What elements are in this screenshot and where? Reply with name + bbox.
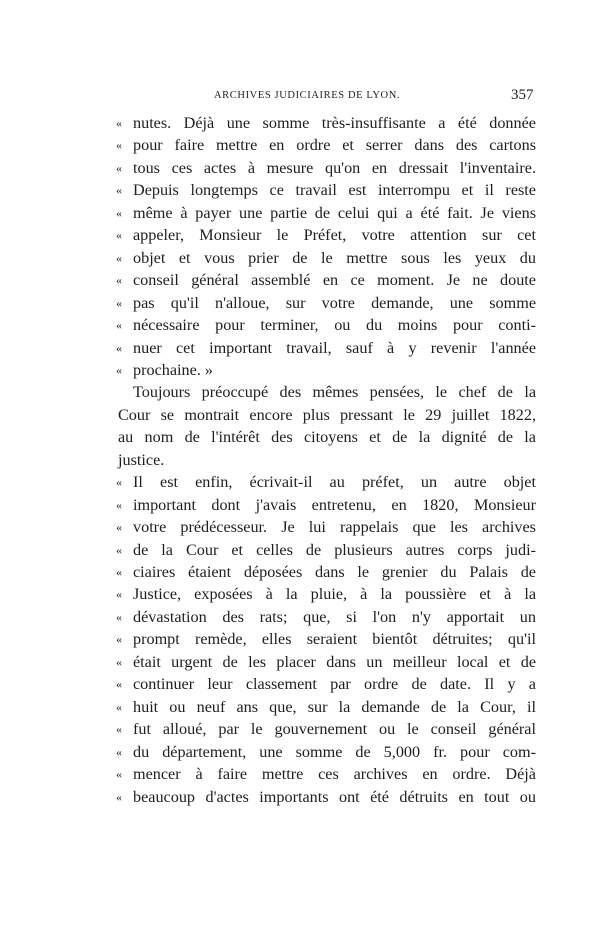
line-text: mencer à faire mettre ces archives en ordre. Déjà (133, 765, 536, 784)
line-text: dévastation des rats; que, si l'on n'y apportait un (133, 607, 536, 626)
line-text: Toujours préoccupé des mêmes pensées, le chef de la (133, 383, 536, 402)
quotation-mark: « (116, 160, 122, 175)
quotation-mark: « (116, 228, 122, 243)
line-text: justice. (118, 450, 165, 469)
text-line (0, 157, 600, 179)
text-line (0, 112, 600, 134)
quotation-mark: « (116, 699, 122, 714)
text-line (0, 426, 600, 448)
line-text: ciaires étaient déposées dans le grenier du Palais de (133, 563, 536, 581)
text-line (0, 269, 600, 291)
text-line (0, 606, 600, 628)
text-line (0, 494, 600, 516)
line-text: Il est enfin, écrivait-il au préfet, un autre objet (133, 473, 536, 492)
line-text: prompt remède, elles seraient bientôt détruites; qu'il (133, 630, 536, 649)
line-text: du département, une somme de 5,000 fr. pour com- (133, 742, 536, 761)
text-line (0, 741, 600, 763)
text-line (0, 381, 600, 403)
quotation-mark: « (116, 497, 122, 512)
text-line (0, 202, 600, 224)
text-line (0, 696, 600, 718)
line-text: de la Cour et celles de plusieurs autres corps judi- (133, 540, 536, 559)
text-line (0, 224, 600, 246)
quotation-mark: « (116, 587, 122, 602)
line-text: huit ou neuf ans que, sur la demande de la Cour, il (133, 697, 536, 716)
text-line (0, 539, 600, 561)
line-text: pas qu'il n'alloue, sur votre demande, une somme (133, 293, 536, 312)
text-line (0, 718, 600, 740)
text-line (0, 134, 600, 156)
quotation-mark: « (116, 250, 122, 265)
line-text: tous ces actes à mesure qu'on en dressait l'inventaire. (133, 158, 536, 177)
text-line (0, 628, 600, 650)
quotation-mark: « (116, 273, 122, 288)
line-text: même à payer une partie de celui qui a été fait. Je viens (133, 203, 536, 222)
line-text: nutes. Déjà une somme très-insuffisante a été donnée (133, 114, 536, 132)
quotation-mark: « (116, 677, 122, 692)
text-line (0, 337, 600, 359)
page-header (0, 88, 600, 106)
quotation-mark: « (116, 116, 122, 130)
line-text: au nom de l'intérêt des citoyens et de la dignité de la (118, 428, 536, 447)
line-text: Depuis longtemps ce travail est interrompu et il reste (133, 181, 536, 200)
line-text: beaucoup d'actes importants ont été détruits en tout ou (133, 787, 536, 806)
quotation-mark: « (116, 654, 122, 669)
quotation-mark: « (116, 475, 122, 490)
line-text: nuer cet important travail, sauf à y revenir l'année (133, 338, 536, 357)
quotation-mark: « (116, 722, 122, 737)
quotation-mark: « (116, 340, 122, 355)
line-text: continuer leur classement par ordre de date. Il y a (133, 675, 536, 694)
text-line (0, 359, 600, 381)
line-text: Cour se montrait encore plus pressant le 29 juillet 1822, (118, 405, 536, 424)
line-text: prochaine. » (133, 360, 214, 379)
text-line (0, 404, 600, 426)
text-line (0, 247, 600, 269)
quotation-mark: « (116, 542, 122, 557)
page-number: 357 (511, 87, 534, 103)
quotation-mark: « (116, 183, 122, 198)
line-text: Justice, exposées à la pluie, à la poussière et à la (133, 585, 536, 604)
line-text: votre prédécesseur. Je lui rappelais que les archives (133, 518, 536, 537)
text-line (0, 583, 600, 605)
quotation-mark: « (116, 138, 122, 153)
line-text: important dont j'avais entretenu, en 1820, Monsieur (133, 495, 536, 514)
line-text: était urgent de les placer dans un meilleur local et de (133, 652, 536, 671)
quotation-mark: « (116, 789, 122, 804)
quotation-mark: « (116, 609, 122, 624)
text-line (0, 673, 600, 695)
line-text: pour faire mettre en ordre et serrer dans des cartons (133, 136, 536, 155)
text-line (0, 561, 600, 583)
quotation-mark: « (116, 632, 122, 647)
quotation-mark: « (116, 767, 122, 782)
line-text: conseil général assemblé en ce moment. Je ne doute (133, 271, 536, 290)
text-line (0, 292, 600, 314)
quotation-mark: « (116, 205, 122, 220)
quotation-mark: « (116, 565, 122, 579)
text-line (0, 516, 600, 538)
quotation-mark: « (116, 318, 122, 333)
text-line (0, 179, 600, 201)
text-line (0, 763, 600, 785)
quotation-mark: « (116, 520, 122, 535)
line-text: fut alloué, par le gouvernement ou le conseil général (133, 720, 536, 739)
quotation-mark: « (116, 295, 122, 310)
line-text: appeler, Monsieur le Préfet, votre attention sur cet (133, 226, 536, 245)
running-title: ARCHIVES JUDICIAIRES DE LYON. (214, 90, 401, 101)
text-line (0, 786, 600, 808)
line-text: nécessaire pour terminer, ou du moins pour conti- (133, 316, 536, 335)
text-line (0, 471, 600, 493)
quotation-mark: « (116, 362, 122, 377)
text-line (0, 449, 600, 471)
text-line (0, 314, 600, 336)
quotation-mark: « (116, 744, 122, 759)
text-line (0, 651, 600, 673)
line-text: objet et vous prier de le mettre sous les yeux du (133, 248, 536, 267)
